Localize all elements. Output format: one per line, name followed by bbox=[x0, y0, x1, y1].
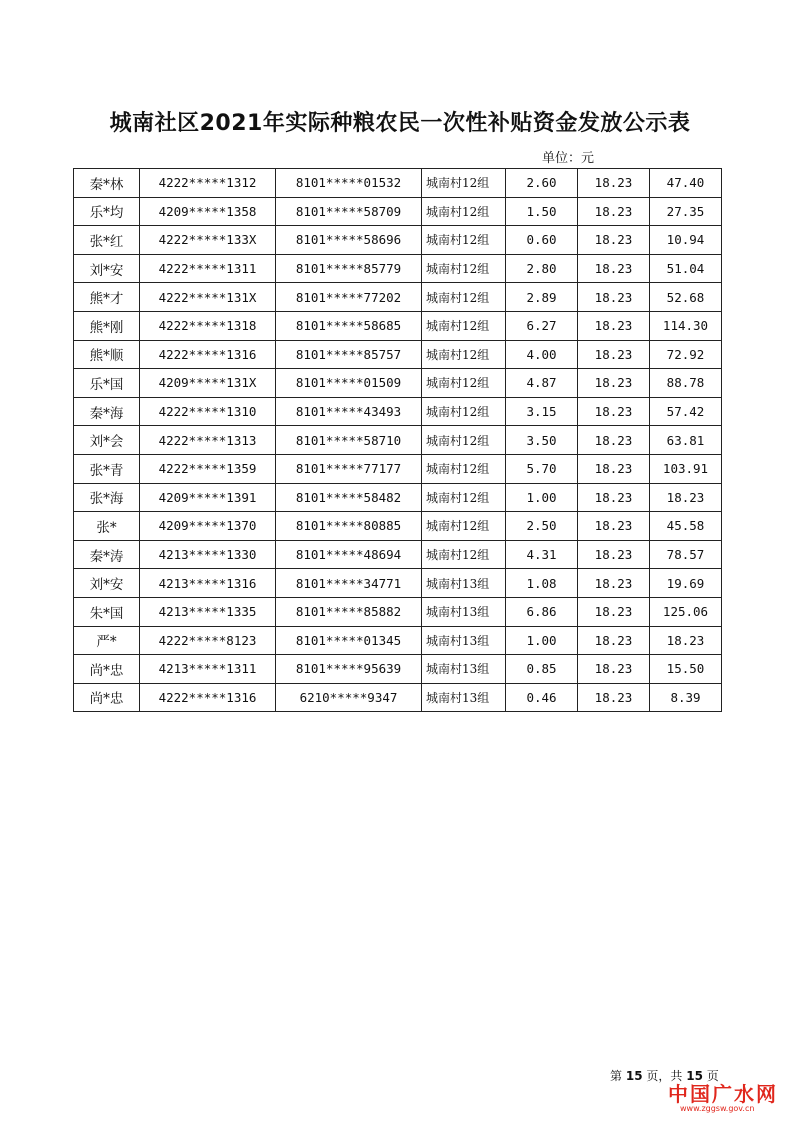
cell-name: 刘*安 bbox=[74, 254, 140, 283]
table-row bbox=[74, 397, 722, 426]
cell-name: 严* bbox=[74, 626, 140, 655]
cell-amount: 63.81 bbox=[650, 426, 722, 455]
cell-group: 城南村12组 bbox=[422, 197, 506, 226]
cell-amount: 19.69 bbox=[650, 569, 722, 598]
cell-amount: 47.40 bbox=[650, 169, 722, 198]
cell-group: 城南村13组 bbox=[422, 597, 506, 626]
cell-amount: 18.23 bbox=[650, 626, 722, 655]
cell-account-number: 8101*****01532 bbox=[276, 169, 422, 198]
cell-name: 秦*林 bbox=[74, 169, 140, 198]
watermark-url: www.zggsw.gov.cn bbox=[680, 1104, 755, 1113]
cell-amount: 72.92 bbox=[650, 340, 722, 369]
table-row bbox=[74, 626, 722, 655]
cell-amount: 15.50 bbox=[650, 655, 722, 684]
table-row bbox=[74, 197, 722, 226]
cell-rate: 18.23 bbox=[578, 197, 650, 226]
cell-group: 城南村12组 bbox=[422, 311, 506, 340]
cell-account-number: 6210*****9347 bbox=[276, 683, 422, 712]
cell-id-number: 4222*****133X bbox=[140, 226, 276, 255]
table-row bbox=[74, 512, 722, 541]
cell-area: 1.08 bbox=[506, 569, 578, 598]
cell-id-number: 4222*****1316 bbox=[140, 340, 276, 369]
cell-name: 熊*刚 bbox=[74, 311, 140, 340]
cell-rate: 18.23 bbox=[578, 311, 650, 340]
cell-area: 2.50 bbox=[506, 512, 578, 541]
cell-name: 熊*才 bbox=[74, 283, 140, 312]
table-row bbox=[74, 340, 722, 369]
cell-name: 张*红 bbox=[74, 226, 140, 255]
cell-rate: 18.23 bbox=[578, 483, 650, 512]
cell-name: 朱*国 bbox=[74, 597, 140, 626]
cell-name: 张*海 bbox=[74, 483, 140, 512]
cell-amount: 52.68 bbox=[650, 283, 722, 312]
cell-amount: 45.58 bbox=[650, 512, 722, 541]
cell-rate: 18.23 bbox=[578, 626, 650, 655]
cell-account-number: 8101*****01345 bbox=[276, 626, 422, 655]
cell-account-number: 8101*****85882 bbox=[276, 597, 422, 626]
watermark-logo: 中国广水网 bbox=[668, 1082, 778, 1106]
cell-group: 城南村12组 bbox=[422, 397, 506, 426]
cell-id-number: 4222*****1310 bbox=[140, 397, 276, 426]
table-row bbox=[74, 655, 722, 684]
cell-account-number: 8101*****58482 bbox=[276, 483, 422, 512]
cell-group: 城南村12组 bbox=[422, 369, 506, 398]
footer-prefix: 第 bbox=[610, 1069, 623, 1083]
table-row bbox=[74, 426, 722, 455]
table-row bbox=[74, 311, 722, 340]
cell-amount: 18.23 bbox=[650, 483, 722, 512]
cell-group: 城南村13组 bbox=[422, 655, 506, 684]
cell-rate: 18.23 bbox=[578, 369, 650, 398]
cell-area: 1.00 bbox=[506, 483, 578, 512]
table-row bbox=[74, 683, 722, 712]
cell-id-number: 4222*****1313 bbox=[140, 426, 276, 455]
cell-area: 0.85 bbox=[506, 655, 578, 684]
cell-rate: 18.23 bbox=[578, 340, 650, 369]
cell-rate: 18.23 bbox=[578, 540, 650, 569]
cell-name: 尚*忠 bbox=[74, 683, 140, 712]
cell-area: 2.89 bbox=[506, 283, 578, 312]
table-row bbox=[74, 483, 722, 512]
cell-account-number: 8101*****80885 bbox=[276, 512, 422, 541]
cell-group: 城南村12组 bbox=[422, 340, 506, 369]
cell-area: 4.00 bbox=[506, 340, 578, 369]
table-row bbox=[74, 283, 722, 312]
unit-label: 单位：元 bbox=[542, 151, 595, 166]
cell-amount: 103.91 bbox=[650, 454, 722, 483]
footer-page-number: 15 bbox=[625, 1069, 643, 1083]
cell-account-number: 8101*****01509 bbox=[276, 369, 422, 398]
cell-name: 乐*均 bbox=[74, 197, 140, 226]
cell-rate: 18.23 bbox=[578, 597, 650, 626]
cell-account-number: 8101*****77177 bbox=[276, 454, 422, 483]
cell-account-number: 8101*****85779 bbox=[276, 254, 422, 283]
cell-name: 刘*会 bbox=[74, 426, 140, 455]
cell-area: 2.80 bbox=[506, 254, 578, 283]
cell-group: 城南村12组 bbox=[422, 540, 506, 569]
cell-group: 城南村13组 bbox=[422, 683, 506, 712]
footer-suffix: 页 bbox=[706, 1069, 719, 1083]
cell-account-number: 8101*****77202 bbox=[276, 283, 422, 312]
cell-rate: 18.23 bbox=[578, 254, 650, 283]
cell-name: 秦*海 bbox=[74, 397, 140, 426]
cell-rate: 18.23 bbox=[578, 283, 650, 312]
cell-group: 城南村12组 bbox=[422, 512, 506, 541]
cell-account-number: 8101*****58696 bbox=[276, 226, 422, 255]
cell-rate: 18.23 bbox=[578, 569, 650, 598]
cell-group: 城南村13组 bbox=[422, 626, 506, 655]
cell-area: 4.31 bbox=[506, 540, 578, 569]
cell-id-number: 4222*****1318 bbox=[140, 311, 276, 340]
cell-rate: 18.23 bbox=[578, 512, 650, 541]
cell-amount: 88.78 bbox=[650, 369, 722, 398]
cell-id-number: 4209*****1391 bbox=[140, 483, 276, 512]
cell-id-number: 4209*****131X bbox=[140, 369, 276, 398]
cell-area: 0.60 bbox=[506, 226, 578, 255]
cell-area: 1.00 bbox=[506, 626, 578, 655]
page-title: 城南社区2021年实际种粮农民一次性补贴资金发放公示表 bbox=[109, 111, 691, 136]
cell-group: 城南村12组 bbox=[422, 226, 506, 255]
cell-id-number: 4222*****8123 bbox=[140, 626, 276, 655]
footer-total-pages: 15 bbox=[686, 1069, 703, 1083]
cell-name: 张*青 bbox=[74, 454, 140, 483]
cell-id-number: 4222*****1359 bbox=[140, 454, 276, 483]
cell-id-number: 4209*****1358 bbox=[140, 197, 276, 226]
table-row bbox=[74, 369, 722, 398]
cell-group: 城南村12组 bbox=[422, 483, 506, 512]
cell-rate: 18.23 bbox=[578, 226, 650, 255]
table-body bbox=[74, 169, 722, 712]
table-row bbox=[74, 569, 722, 598]
cell-name: 乐*国 bbox=[74, 369, 140, 398]
cell-account-number: 8101*****43493 bbox=[276, 397, 422, 426]
table-row bbox=[74, 597, 722, 626]
cell-id-number: 4213*****1316 bbox=[140, 569, 276, 598]
cell-id-number: 4213*****1311 bbox=[140, 655, 276, 684]
cell-account-number: 8101*****58710 bbox=[276, 426, 422, 455]
cell-id-number: 4209*****1370 bbox=[140, 512, 276, 541]
cell-account-number: 8101*****48694 bbox=[276, 540, 422, 569]
cell-account-number: 8101*****58685 bbox=[276, 311, 422, 340]
cell-amount: 51.04 bbox=[650, 254, 722, 283]
cell-area: 2.60 bbox=[506, 169, 578, 198]
cell-name: 熊*顺 bbox=[74, 340, 140, 369]
cell-group: 城南村13组 bbox=[422, 569, 506, 598]
cell-group: 城南村12组 bbox=[422, 426, 506, 455]
cell-group: 城南村12组 bbox=[422, 169, 506, 198]
cell-account-number: 8101*****85757 bbox=[276, 340, 422, 369]
cell-amount: 114.30 bbox=[650, 311, 722, 340]
cell-rate: 18.23 bbox=[578, 655, 650, 684]
cell-group: 城南村12组 bbox=[422, 254, 506, 283]
cell-group: 城南村12组 bbox=[422, 283, 506, 312]
table-row bbox=[74, 169, 722, 198]
cell-area: 3.50 bbox=[506, 426, 578, 455]
cell-area: 5.70 bbox=[506, 454, 578, 483]
cell-id-number: 4222*****1312 bbox=[140, 169, 276, 198]
cell-id-number: 4213*****1330 bbox=[140, 540, 276, 569]
cell-account-number: 8101*****58709 bbox=[276, 197, 422, 226]
cell-amount: 125.06 bbox=[650, 597, 722, 626]
cell-name: 刘*安 bbox=[74, 569, 140, 598]
cell-amount: 8.39 bbox=[650, 683, 722, 712]
cell-rate: 18.23 bbox=[578, 454, 650, 483]
cell-account-number: 8101*****95639 bbox=[276, 655, 422, 684]
cell-account-number: 8101*****34771 bbox=[276, 569, 422, 598]
table-row bbox=[74, 226, 722, 255]
cell-rate: 18.23 bbox=[578, 426, 650, 455]
cell-area: 6.27 bbox=[506, 311, 578, 340]
cell-area: 6.86 bbox=[506, 597, 578, 626]
cell-amount: 10.94 bbox=[650, 226, 722, 255]
table-row bbox=[74, 254, 722, 283]
cell-id-number: 4222*****1311 bbox=[140, 254, 276, 283]
cell-name: 张* bbox=[74, 512, 140, 541]
cell-id-number: 4213*****1335 bbox=[140, 597, 276, 626]
cell-group: 城南村12组 bbox=[422, 454, 506, 483]
cell-area: 3.15 bbox=[506, 397, 578, 426]
cell-id-number: 4222*****1316 bbox=[140, 683, 276, 712]
footer-middle: 页，共 bbox=[646, 1069, 683, 1083]
cell-rate: 18.23 bbox=[578, 169, 650, 198]
cell-area: 4.87 bbox=[506, 369, 578, 398]
cell-name: 尚*忠 bbox=[74, 655, 140, 684]
cell-rate: 18.23 bbox=[578, 683, 650, 712]
cell-amount: 78.57 bbox=[650, 540, 722, 569]
cell-amount: 57.42 bbox=[650, 397, 722, 426]
subsidy-table bbox=[73, 168, 722, 712]
cell-rate: 18.23 bbox=[578, 397, 650, 426]
cell-area: 1.50 bbox=[506, 197, 578, 226]
cell-amount: 27.35 bbox=[650, 197, 722, 226]
cell-name: 秦*涛 bbox=[74, 540, 140, 569]
table-row bbox=[74, 454, 722, 483]
cell-area: 0.46 bbox=[506, 683, 578, 712]
cell-id-number: 4222*****131X bbox=[140, 283, 276, 312]
table-row bbox=[74, 540, 722, 569]
